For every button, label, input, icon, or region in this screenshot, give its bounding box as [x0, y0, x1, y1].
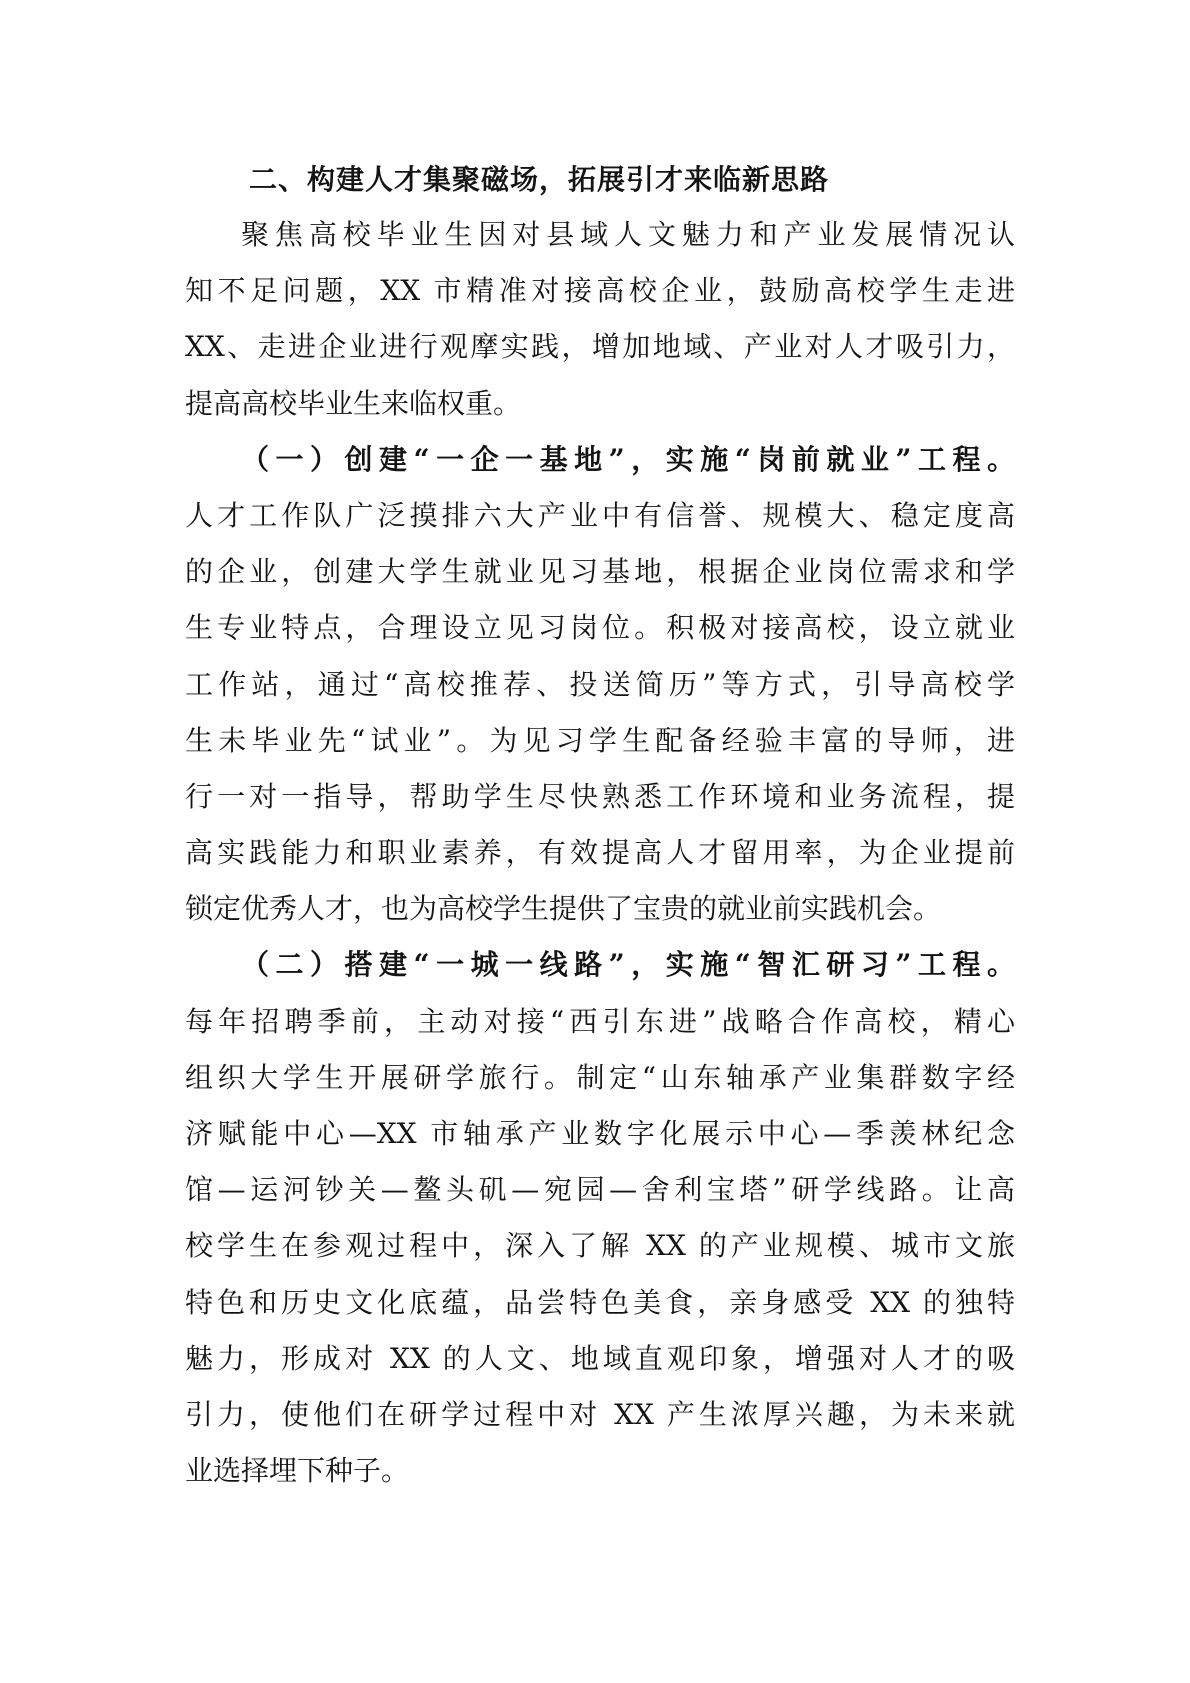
text-line: 工作站，通过“高校推荐、投送简历”等方式，引导高校学	[185, 667, 1015, 701]
text-line: 生未毕业先“试业”。为见习学生配备经验丰富的导师，进	[185, 723, 1015, 757]
subsection-heading-2: （二）搭建“一城一线路”，实施“智汇研习”工程。	[241, 948, 1015, 982]
document-body	[185, 152, 1015, 1499]
text-line: 高实践能力和职业素养，有效提高人才留用率，为企业提前	[185, 836, 1015, 870]
paragraph-intro	[185, 207, 1015, 432]
text-line: XX、走进企业进行观摩实践，增加地域、产业对人才吸引力，	[185, 330, 1015, 364]
text-line: 特色和历史文化底蕴，品尝特色美食，亲身感受 XX 的独特	[185, 1285, 1015, 1319]
paragraph-section-1	[185, 432, 1015, 938]
text-line: 馆—运河钞关—鳌头矶—宛园—舍利宝塔”研学线路。让高	[185, 1173, 1015, 1207]
text-line: 业选择埋下种子。	[185, 1454, 410, 1488]
subsection-heading-1: （一）创建“一企一基地”，实施“岗前就业”工程。	[241, 442, 1015, 476]
text-line: 提高高校毕业生来临权重。	[185, 386, 522, 420]
text-line: 引力，使他们在研学过程中对 XX 产生浓厚兴趣，为未来就	[185, 1397, 1015, 1431]
text-line: 聚焦高校毕业生因对县域人文魅力和产业发展情况认	[241, 218, 1015, 251]
text-line: 校学生在参观过程中，深入了解 XX 的产业规模、城市文旅	[185, 1229, 1015, 1263]
text-line: 组织大学生开展研学旅行。制定“山东轴承产业集群数字经	[185, 1060, 1015, 1094]
text-line: 济赋能中心—XX 市轴承产业数字化展示中心—季羡林纪念	[185, 1117, 1015, 1150]
text-line: 锁定优秀人才，也为高校学生提供了宝贵的就业前实践机会。	[185, 892, 942, 926]
text-line: 的企业，创建大学生就业见习基地，根据企业岗位需求和学	[185, 555, 1015, 589]
section-heading: 二、构建人才集聚磁场，拓展引才来临新思路	[249, 163, 830, 196]
paragraph-section-2	[185, 937, 1015, 1499]
text-line: 人才工作队广泛摸排六大产业中有信誉、规模大、稳定度高	[185, 498, 1015, 532]
text-line: 生专业特点，合理设立见习岗位。积极对接高校，设立就业	[185, 611, 1015, 645]
text-line: 每年招聘季前，主动对接“西引东进”战略合作高校，精心	[185, 1004, 1015, 1038]
text-line: 知不足问题，XX 市精准对接高校企业，鼓励高校学生走进	[185, 274, 1015, 308]
text-line: 魅力，形成对 XX 的人文、地域直观印象，增强对人才的吸	[185, 1341, 1015, 1375]
text-line: 行一对一指导，帮助学生尽快熟悉工作环境和业务流程，提	[185, 779, 1015, 813]
